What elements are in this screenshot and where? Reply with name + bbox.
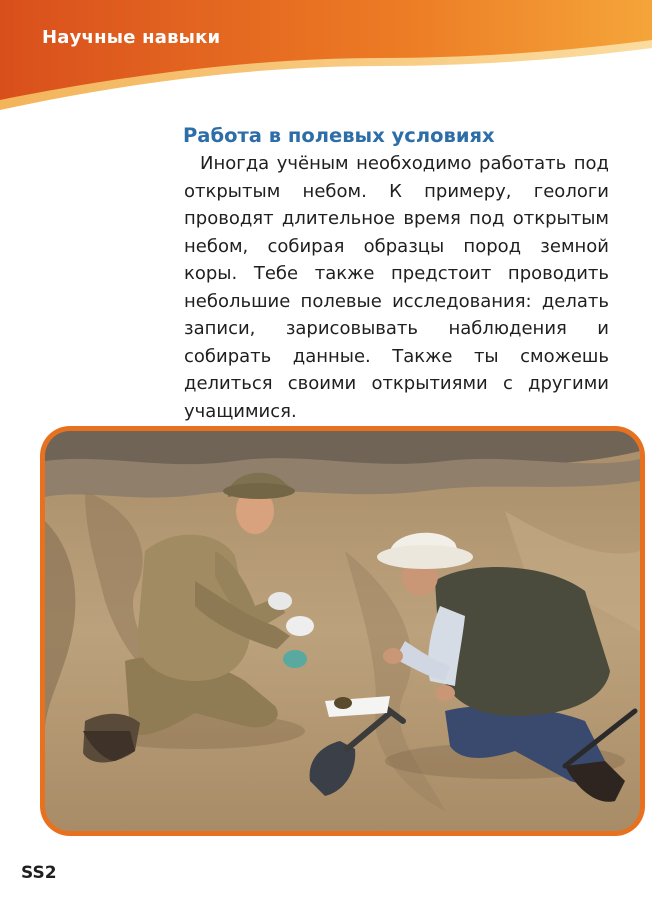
field-work-photo <box>45 431 640 831</box>
body-paragraph: Иногда учёным необходимо работать под открытым небом. К примеру, геологи проводят длительное время под открытым небом, собирая образцы пород земной коры. Тебе также предстоит проводить небольшие полевые исследования: делать записи, зарисовывать наблюдения и собирать данные. Также ты сможешь делиться своими открытиями с другими учащимися. <box>184 153 609 422</box>
page-number: SS2 <box>21 863 57 883</box>
section-category-label: Научные навыки <box>42 27 221 48</box>
section-heading: Работа в полевых условиях <box>183 124 495 147</box>
photo-frame <box>40 426 645 836</box>
header-band <box>0 0 652 110</box>
